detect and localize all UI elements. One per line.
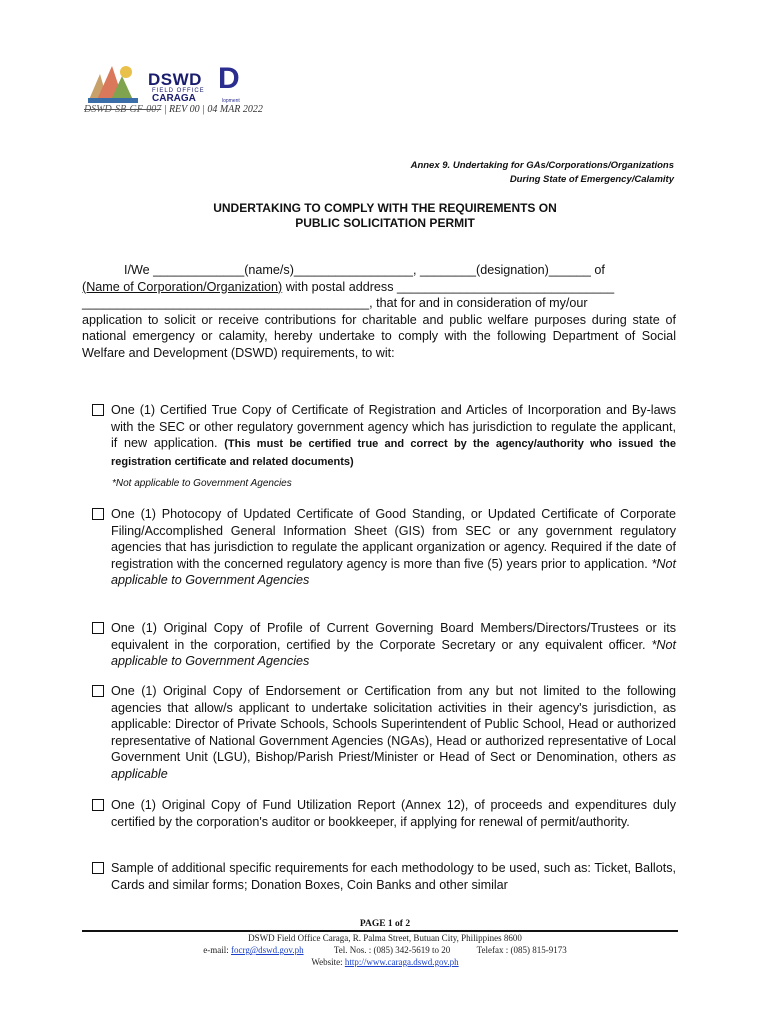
requirement-checkbox[interactable]: [92, 862, 104, 874]
corporation-name-label: (Name of Corporation/Organization): [82, 279, 283, 294]
requirement-item: [92, 797, 676, 830]
requirement-item: [92, 683, 676, 783]
telefax-number: Telefax : (085) 815-9173: [476, 945, 567, 955]
requirement-italic-note: *Not applicable to Government Agencies: [111, 637, 676, 669]
requirement-text: One (1) Original Copy of Profile of Current Governing Board Members/Directors/Trustees or its equivalent in the corporation, certified by the Corporate Secretary or any equivalent officer.: [111, 621, 676, 652]
website-link[interactable]: http://www.caraga.dswd.gov.ph: [344, 957, 459, 967]
requirement-checkbox[interactable]: [92, 508, 104, 520]
title-line-1: UNDERTAKING TO COMPLY WITH THE REQUIREMENTS ON: [213, 201, 557, 215]
intro-line-1: I/We _____________(name/s)_________________, ________(designation)______ of: [124, 263, 605, 277]
requirement-text: One (1) Original Copy of Fund Utilization Report (Annex 12), of proceeds and expenditures duly certified by the corporation's auditor or bookkeeper, if applying for renewal of permit/authority.: [111, 798, 676, 829]
logo-letter-d: D: [218, 62, 240, 95]
annex-label: [411, 159, 674, 187]
dswd-logo: [82, 60, 252, 106]
logo-fragment-text: lopment: [222, 98, 240, 104]
logo-caraga-text: CARAGA: [152, 93, 196, 104]
annex-line-2: During State of Emergency/Calamity: [509, 174, 674, 185]
requirement-item: [92, 506, 676, 589]
page-number: PAGE 1 of 2: [359, 919, 411, 929]
requirement-text: One (1) Certified True Copy of Certificate of Registration and Articles of Incorporation and By-laws with the SEC or other regulatory government agency which has jurisdiction to regulate the applicant, if new application.: [111, 403, 676, 451]
footer-contact: [0, 932, 770, 968]
requirement-checkbox[interactable]: [92, 622, 104, 634]
document-title: [0, 201, 770, 231]
not-applicable-note: *Not applicable to Government Agencies: [112, 478, 292, 489]
requirement-text: One (1) Original Copy of Endorsement or Certification from any but not limited to the following agencies that allow/s applicant to undertake solicitation activities in their agency's jurisdiction, as applicable: Director of Private Schools, Schools Superintendent of Public School, Head or authorized representative of National Government Agencies (NGAs), Head or authorized representative of Local Government Unit (LGU), Bishop/Parish Priest/Minister or Head of Sect or Denomination, others: [111, 684, 676, 765]
logo-dswd-text: DSWD: [148, 70, 202, 89]
annex-line-1: Annex 9. Undertaking for GAs/Corporations/Organizations: [410, 160, 674, 171]
dswd-emblem-icon: [86, 62, 144, 104]
requirement-checkbox[interactable]: [92, 799, 104, 811]
footer-address: DSWD Field Office Caraga, R. Palma Street, Butuan City, Philippines 8600: [248, 933, 522, 943]
postal-address-label: with postal address _______________________________: [282, 279, 615, 294]
email-link[interactable]: focrg@dswd.gov.ph: [231, 945, 304, 955]
requirement-bold-note: (This must be certified true and correct by the agency/authority who issued the registration certificate and related documents): [111, 438, 676, 468]
requirement-text: Sample of additional specific requirements for each methodology to be used, such as: Ticket, Ballots, Cards and similar forms; Donation Boxes, Coin Banks and other similar: [111, 861, 676, 892]
form-code: [84, 104, 263, 115]
title-line-2: PUBLIC SOLICITATION PERMIT: [295, 216, 475, 230]
requirement-checkbox[interactable]: [92, 404, 104, 416]
form-code-rev: | REV 00 | 04 MAR 2022: [161, 104, 263, 115]
email-label: e-mail:: [203, 945, 232, 955]
intro-rest: application to solicit or receive contributions for charitable and public welfare purposes during state of national emergency or calamity, hereby undertake to comply with the following Department of Social Welfare and Development (DSWD) requirements, to wit:: [82, 312, 676, 360]
requirement-item: [92, 402, 676, 470]
requirement-item: [92, 860, 676, 893]
telephone-numbers: Tel. Nos. : (085) 342-5619 to 20: [333, 945, 451, 955]
requirement-checkbox[interactable]: [92, 685, 104, 697]
website-label: Website:: [311, 957, 345, 967]
requirement-item: [92, 620, 676, 670]
logo-field-office-text: FIELD OFFICE: [152, 88, 205, 94]
intro-line-3: _________________________________________, that for and in consideration of my/our: [82, 296, 588, 311]
requirement-italic-note: as applicable: [111, 750, 676, 781]
requirement-text: One (1) Photocopy of Updated Certificate of Good Standing, or Updated Certificate of Corporate Filing/Accomplished General Information Sheet (GIS) from SEC or any government regulatory agencies that has jurisdiction to regulate the applicant organization or agency. Required if the date of registration with the concerned regulatory agency is more than five (5) years prior to application.: [111, 507, 676, 571]
requirement-italic-note: *Not applicable to Government Agencies: [111, 556, 676, 588]
intro-paragraph: [82, 262, 676, 362]
form-code-struck: DSWD-SB-GF-007: [84, 104, 162, 115]
